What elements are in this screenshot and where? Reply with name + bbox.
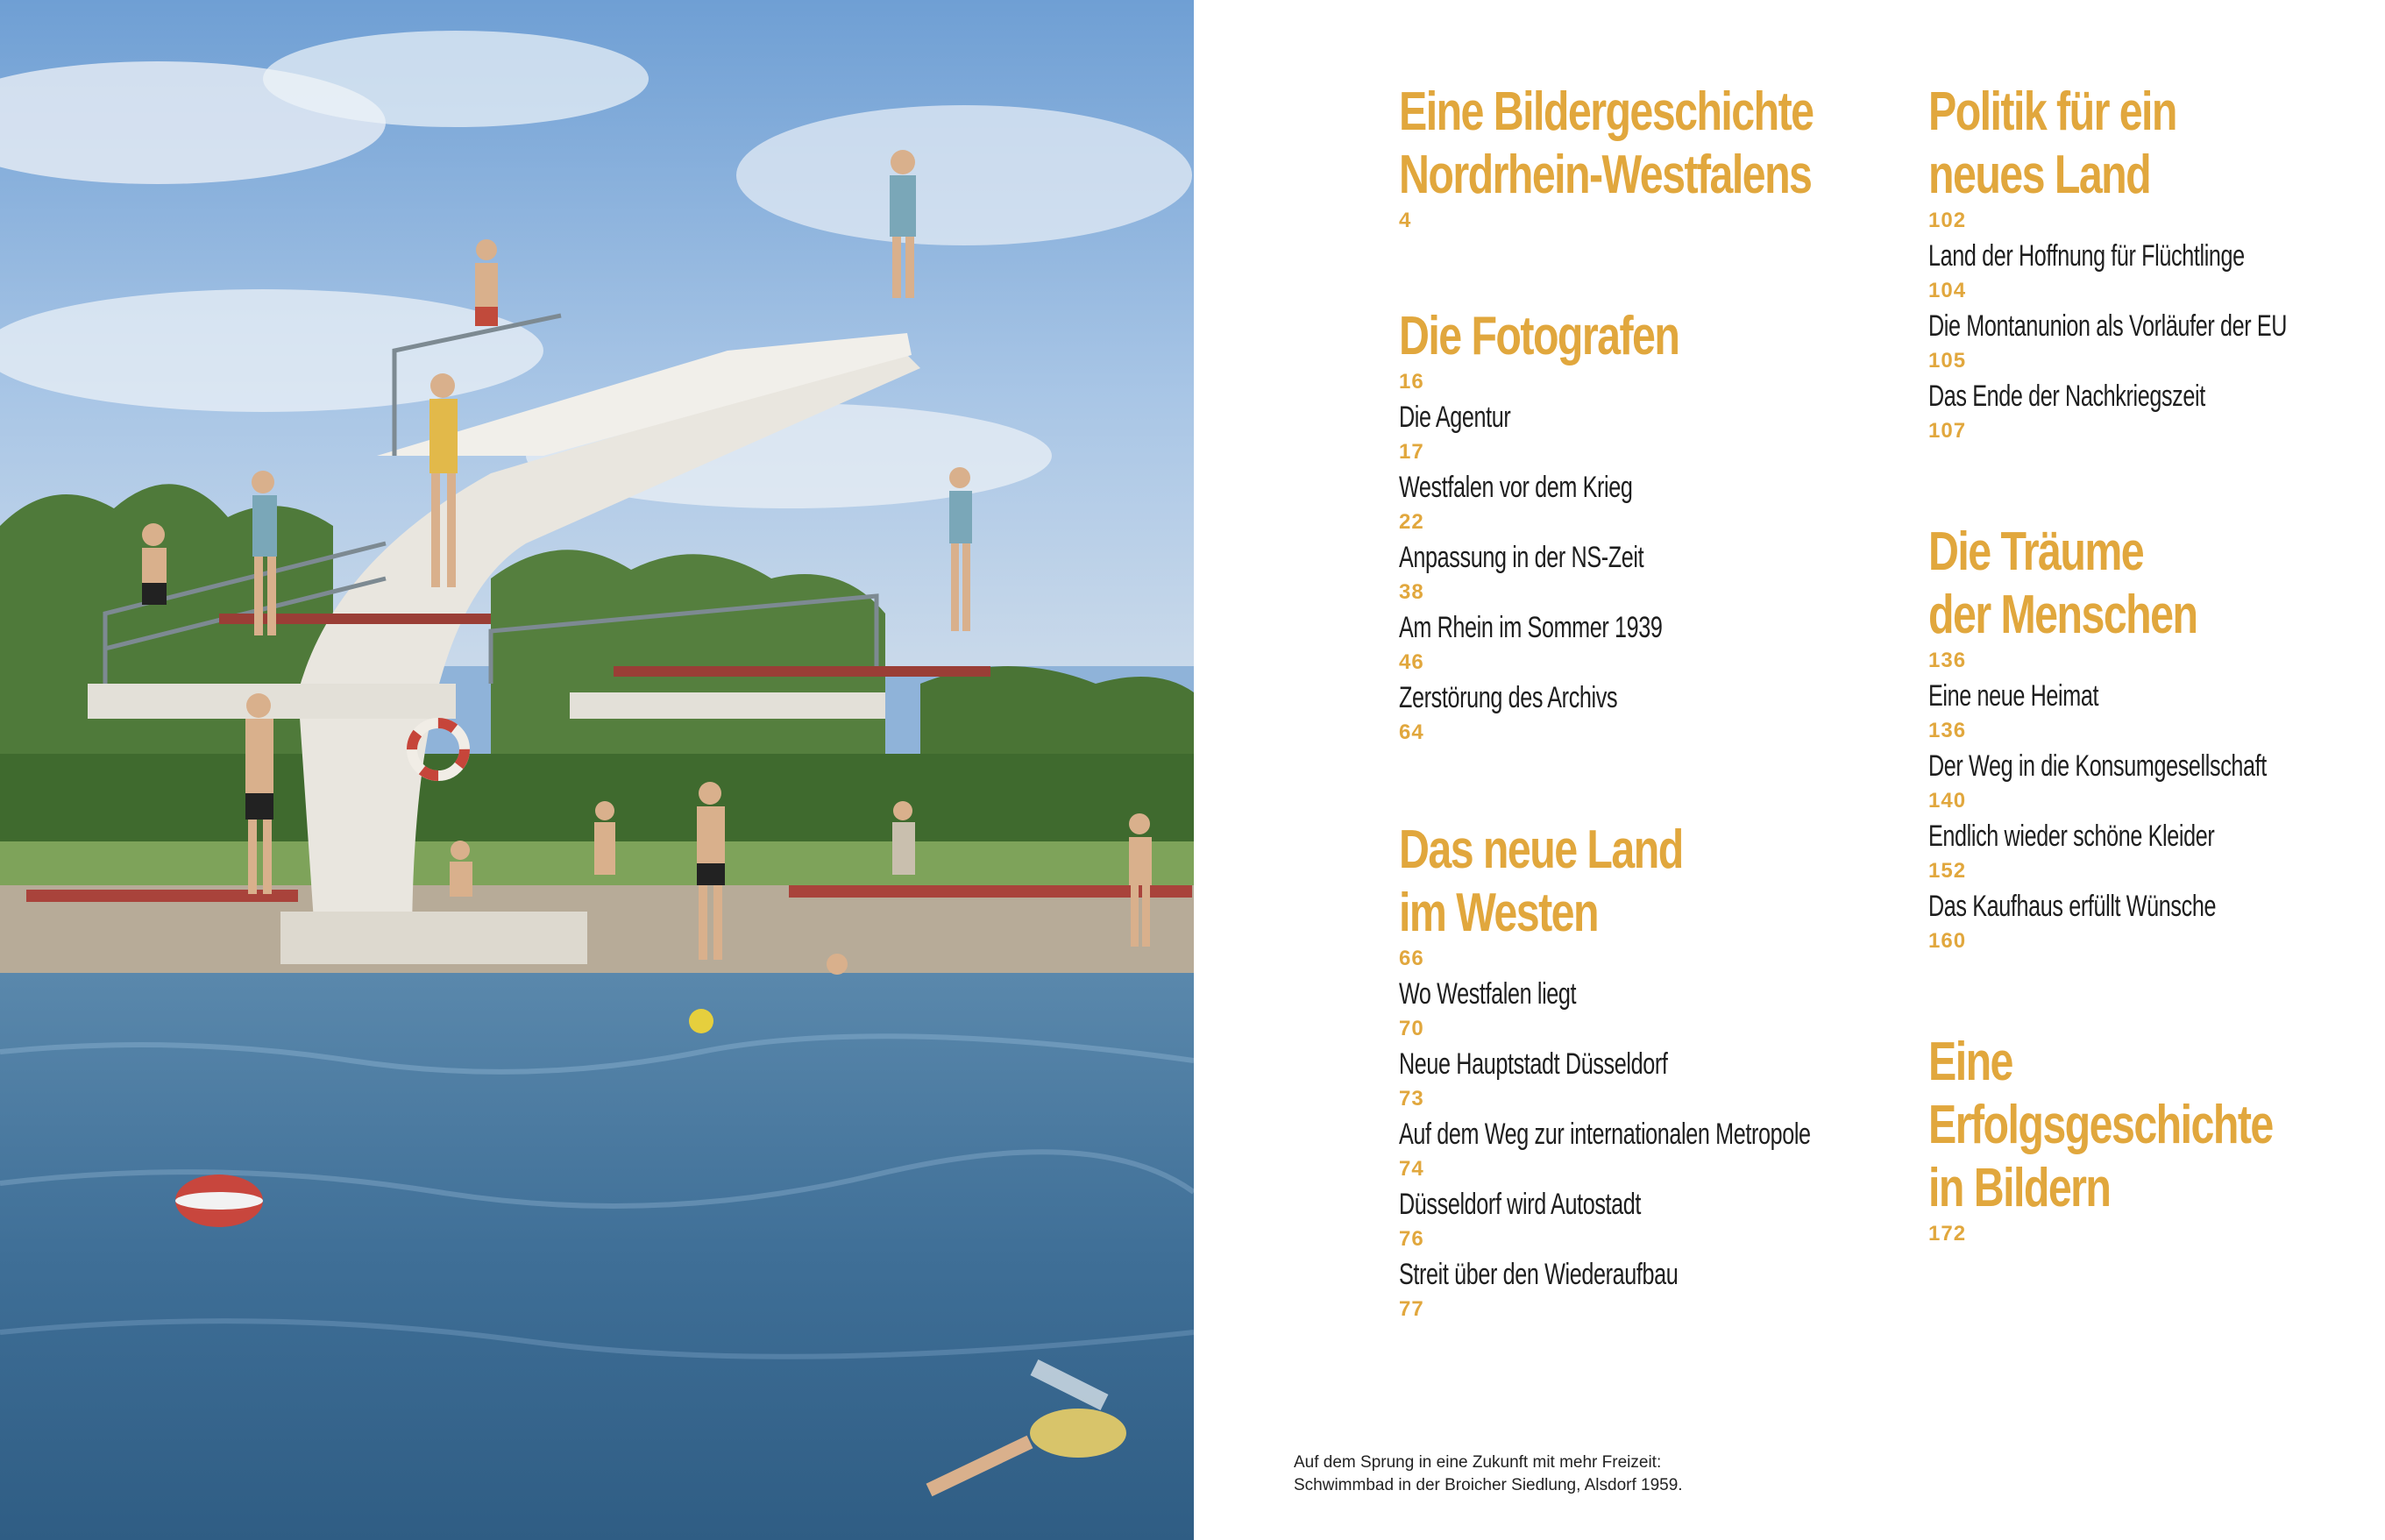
toc-section[interactable] [1399,305,1890,747]
toc-column-right [1928,81,2384,1248]
toc-entry-page: 76 [1399,1227,1424,1251]
toc-section-page: 136 [1928,649,1967,672]
toc-section-title: Das neue Land im Westen [1399,820,1683,943]
toc-entry-title: Anpassung in der NS-Zeit [1399,541,1644,574]
toc-entry[interactable] [1928,675,2384,745]
toc-section[interactable] [1399,819,1890,1324]
toc-entry[interactable] [1399,536,1890,607]
toc-section-page: 66 [1399,947,1424,970]
toc-section-page: 4 [1399,209,1412,232]
toc-section[interactable] [1399,81,1890,235]
toc-entry-page: 140 [1928,789,1967,813]
toc-entry[interactable] [1399,1113,1890,1183]
toc-entry-title: Die Montanunion als Vorläufer der EU [1928,309,2288,343]
toc-entry[interactable] [1928,305,2384,375]
toc-entry-page: 160 [1928,929,1967,953]
toc-entry[interactable] [1399,1043,1890,1113]
toc-entry-page: 136 [1928,719,1967,742]
toc-section-page: 172 [1928,1222,1967,1245]
toc-entry-title: Auf dem Weg zur internationalen Metropole [1399,1118,1811,1151]
toc-entry[interactable] [1399,1253,1890,1324]
toc-entry[interactable] [1399,1183,1890,1253]
toc-entry-title: Am Rhein im Sommer 1939 [1399,611,1663,644]
toc-entry-title: Das Kaufhaus erfüllt Wünsche [1928,890,2217,923]
trees-left [0,484,333,789]
toc-entry-page: 77 [1399,1297,1424,1321]
toc-entry-title: Zerstörung des Archivs [1399,681,1618,714]
toc-entry-title: Der Weg in die Konsumgesellschaft [1928,749,2267,783]
toc-section[interactable] [1928,521,2384,955]
toc-entry[interactable] [1399,677,1890,747]
toc-entry-page: 38 [1399,580,1424,604]
toc-entry[interactable] [1399,466,1890,536]
toc-entry-page: 17 [1399,440,1424,464]
toc-entry-title: Das Ende der Nachkriegszeit [1928,380,2205,413]
toc-entry[interactable] [1928,885,2384,955]
toc-entry-title: Düsseldorf wird Autostadt [1399,1188,1642,1221]
toc-entry-page: 22 [1399,510,1424,534]
caption-line: Auf dem Sprung in eine Zukunft mit mehr Freizeit: [1294,1453,1662,1472]
toc-entry-title: Streit über den Wiederaufbau [1399,1258,1679,1291]
toc-entry[interactable] [1928,235,2384,305]
toc-entry-page: 64 [1399,720,1424,744]
toc-entry-page: 70 [1399,1017,1424,1040]
toc-section-title: Politik für ein neues Land [1928,82,2176,205]
toc-entry[interactable] [1928,745,2384,815]
toc-entry-page: 74 [1399,1157,1424,1181]
toc-entry[interactable] [1928,815,2384,885]
toc-entry-page: 73 [1399,1087,1424,1111]
toc-entry-title: Westfalen vor dem Krieg [1399,471,1633,504]
toc-entry-title: Land der Hoffnung für Flüchtlinge [1928,239,2245,273]
toc-section-title: Eine Bildergeschichte Nordrhein-Westfalens [1399,82,1814,205]
toc-entry[interactable] [1928,375,2384,445]
toc-entry[interactable] [1399,973,1890,1043]
toc-entry-title: Neue Hauptstadt Düsseldorf [1399,1047,1668,1081]
toc-entry-title: Eine neue Heimat [1928,679,2099,713]
toc-entry[interactable] [1399,607,1890,677]
toc-section[interactable] [1928,1031,2384,1248]
toc-section-title: Die Träume der Menschen [1928,522,2197,645]
toc-entry[interactable] [1399,396,1890,466]
toc-entry-page: 152 [1928,859,1967,883]
photo-caption [1294,1451,1683,1497]
caption-line: Schwimmbad in der Broicher Siedlung, Alsdorf 1959. [1294,1476,1683,1494]
toc-section-title: Eine Erfolgsgeschichte in Bildern [1928,1032,2273,1218]
toc-entry-page: 105 [1928,349,1967,373]
toc-entry-page: 104 [1928,279,1967,302]
toc-section-title: Die Fotografen [1399,306,1679,366]
toc-entry-title: Die Agentur [1399,401,1511,434]
toc-section-page: 102 [1928,209,1967,232]
toc-section[interactable] [1928,81,2384,445]
toc-entry-title: Wo Westfalen liegt [1399,977,1577,1011]
toc-entry-title: Endlich wieder schöne Kleider [1928,820,2215,853]
toc-column-left [1399,81,1890,1324]
toc-section-page: 16 [1399,370,1424,394]
toc-entry-page: 107 [1928,419,1967,443]
toc-entry-page: 46 [1399,650,1424,674]
